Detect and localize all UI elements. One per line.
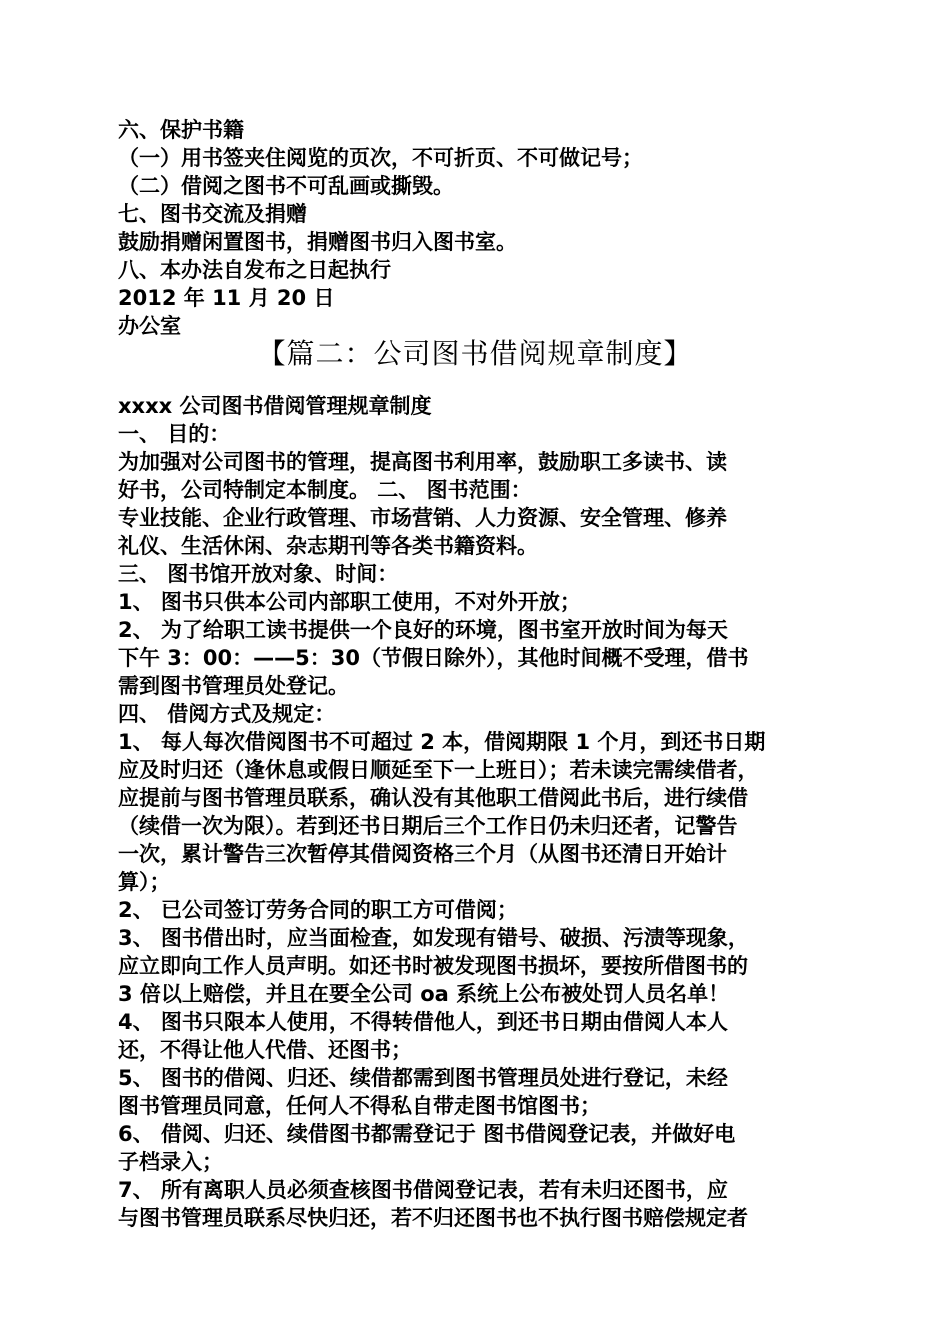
text-line: 应立即向工作人员声明。如还书时被发现图书损坏，要按所借图书的 <box>118 954 748 978</box>
text-line: 1、 图书只供本公司内部职工使用，不对外开放； <box>118 590 581 614</box>
text-line: 1、 每人每次借阅图书不可超过 2 本，借阅期限 1 个月，到还书日期 <box>118 730 766 754</box>
text-line: 3 倍以上赔偿，并且在要全公司 oa 系统上公布被处罚人员名单！ <box>118 982 730 1006</box>
text-line: 下午 3：00：——5：30（节假日除外），其他时间概不受理，借书 <box>118 646 749 670</box>
text-line: （续借一次为限）。若到还书日期后三个工作日仍未归还者，记警告 <box>118 814 738 838</box>
text-line: 6、 借阅、归还、续借图书都需登记于 图书借阅登记表，并做好电 <box>118 1122 736 1146</box>
section-heading: 三、 图书馆开放对象、时间： <box>118 562 399 586</box>
article-title: 【篇二：公司图书借阅规章制度】 <box>257 337 693 370</box>
text-line: 2、 已公司签订劳务合同的职工方可借阅； <box>118 898 518 922</box>
doc-title: xxxx 公司图书借阅管理规章制度 <box>118 394 432 418</box>
text-line: 图书管理员同意，任何人不得私自带走图书馆图书； <box>118 1094 601 1118</box>
text-line: 还，不得让他人代借、还图书； <box>118 1038 412 1062</box>
section-heading: 四、 借阅方式及规定： <box>118 702 336 726</box>
section-heading: 八、本办法自发布之日起执行 <box>118 258 391 282</box>
text-line: 一次，累计警告三次暂停其借阅资格三个月（从图书还清日开始计 <box>118 842 727 866</box>
text-line: 需到图书管理员处登记。 <box>118 674 349 698</box>
text-line: 3、 图书借出时，应当面检查，如发现有错号、破损、污渍等现象， <box>118 926 749 950</box>
text-line: （一）用书签夹住阅览的页次，不可折页、不可做记号； <box>118 146 643 170</box>
section-heading: 一、 目的： <box>118 422 231 446</box>
text-line: （二）借阅之图书不可乱画或撕毁。 <box>118 174 454 198</box>
section-heading: 七、图书交流及捐赠 <box>118 202 307 226</box>
text-line: 7、 所有离职人员必须查核图书借阅登记表，若有未归还图书，应 <box>118 1178 728 1202</box>
text-line: 为加强对公司图书的管理，提高图书利用率，鼓励职工多读书、读 <box>118 450 727 474</box>
text-line: 专业技能、企业行政管理、市场营销、人力资源、安全管理、修养 <box>118 506 727 530</box>
date-line: 2012 年 11 月 20 日 <box>118 286 335 310</box>
section-heading: 六、保护书籍 <box>118 118 244 142</box>
text-line: 应提前与图书管理员联系，确认没有其他职工借阅此书后，进行续借 <box>118 786 748 810</box>
text-line: 4、 图书只限本人使用，不得转借他人，到还书日期由借阅人本人 <box>118 1010 728 1034</box>
text-line: 子档录入； <box>118 1150 223 1174</box>
text-line: 2、 为了给职工读书提供一个良好的环境，图书室开放时间为每天 <box>118 618 728 642</box>
text-line: 好书，公司特制定本制度。 二、 图书范围： <box>118 478 532 502</box>
signature-line: 办公室 <box>118 314 181 338</box>
text-line: 5、 图书的借阅、归还、续借都需到图书管理员处进行登记，未经 <box>118 1066 728 1090</box>
text-line: 应及时归还（逢休息或假日顺延至下一上班日）；若未读完需续借者， <box>118 758 759 782</box>
text-line: 算）； <box>118 870 171 894</box>
text-line: 与图书管理员联系尽快归还，若不归还图书也不执行图书赔偿规定者 <box>118 1206 748 1230</box>
text-line: 鼓励捐赠闲置图书，捐赠图书归入图书室。 <box>118 230 517 254</box>
text-line: 礼仪、生活休闲、杂志期刊等各类书籍资料。 <box>118 534 538 558</box>
